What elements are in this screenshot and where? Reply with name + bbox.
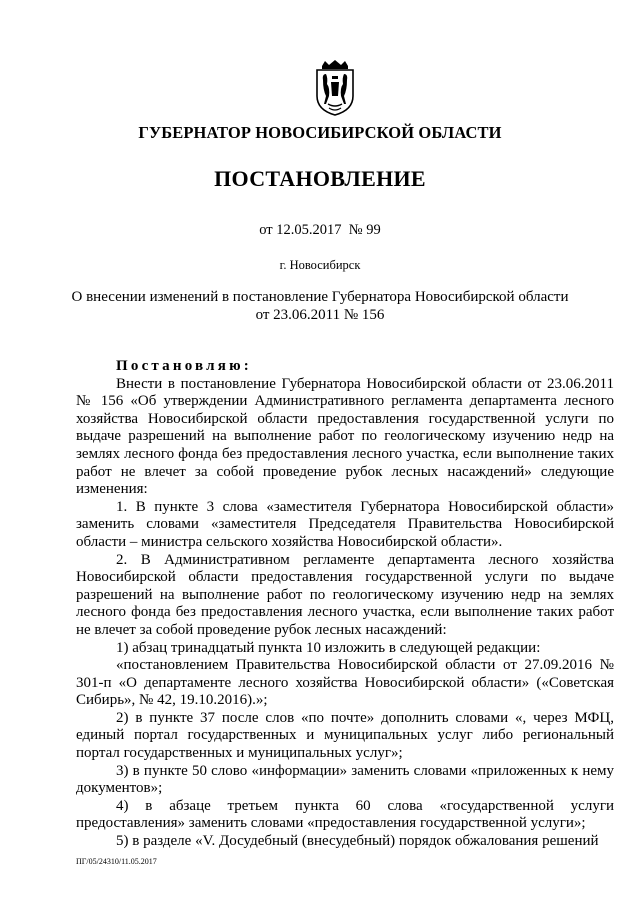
body-paragraph: 1) абзац тринадцатый пункта 10 изложить в следующей редакции: (116, 639, 541, 656)
document-type-title: ПОСТАНОВЛЕНИЕ (214, 166, 426, 191)
subject-heading (0, 288, 640, 324)
body-paragraph: 2) в пункте 37 после слов «по почте» дополнить словами «, через МФЦ, единый портал государственных и муниципальных услуг либо региональный портал государственных и муниципальных услуг»; (76, 709, 614, 762)
coat-of-arms-icon (314, 60, 356, 116)
body-paragraph: 2. В Административном регламенте департамента лесного хозяйства Новосибирской области предоставления государственной услуги по выдаче разрешений на выполнение работ по геологическому изучению недр на землях лесного фонда без предоставления лесного участка, если выполнение таких работ не влечет за собой проведение рубок лесных насаждений: (76, 551, 614, 638)
body-paragraph: 1. В пункте 3 слова «заместителя Губернатора Новосибирской области» заменить словами «заместителя Председателя Правительства Новосибирской области – министра сельского хозяйства Новосибирской области». (76, 498, 614, 550)
date-number-line: от 12.05.2017 № 99 (259, 222, 381, 238)
document-code-footer: ПГ/05/24310/11.05.2017 (76, 857, 157, 866)
body-paragraph: 5) в разделе «V. Досудебный (внесудебный) порядок обжалования решений (116, 833, 599, 850)
body-paragraph: 3) в пункте 50 слово «информации» заменить словами «приложенных к нему документов»; (76, 762, 614, 797)
resolve-word: Постановляю (116, 358, 244, 374)
document-body (76, 358, 614, 851)
body-paragraph: Внести в постановление Губернатора Новосибирской области от 23.06.2011 № 156 «Об утверждении Административного регламента департамента лесного хозяйства Новосибирской области предоставления государственной услуги по выдаче разрешений на выполнение работ по геологическому изучению недр на землях лесного фонда без предоставления лесного участка, если выполнение таких работ не влечет за собой проведение рубок лесных насаждений» следующие изменения: (76, 375, 614, 498)
resolve-colon: : (243, 358, 249, 374)
subject-line-2: от 23.06.2011 № 156 (255, 307, 385, 323)
city-line: г. Новосибирск (279, 258, 361, 272)
body-paragraph: 4) в абзаце третьем пункта 60 слова «государственной услуги предоставления» заменить словами «предоставления государственной услуги»; (76, 797, 614, 832)
subject-line-1: О внесении изменений в постановление Губернатора Новосибирской области (71, 289, 569, 305)
body-paragraph: «постановлением Правительства Новосибирской области от 27.09.2016 № 301-п «О департаменте лесного хозяйства Новосибирской области» («Советская Сибирь», № 42, 19.10.2016).»; (76, 657, 614, 709)
resolve-heading (76, 358, 614, 376)
governor-heading: ГУБЕРНАТОР НОВОСИБИРСКОЙ ОБЛАСТИ (138, 123, 502, 142)
